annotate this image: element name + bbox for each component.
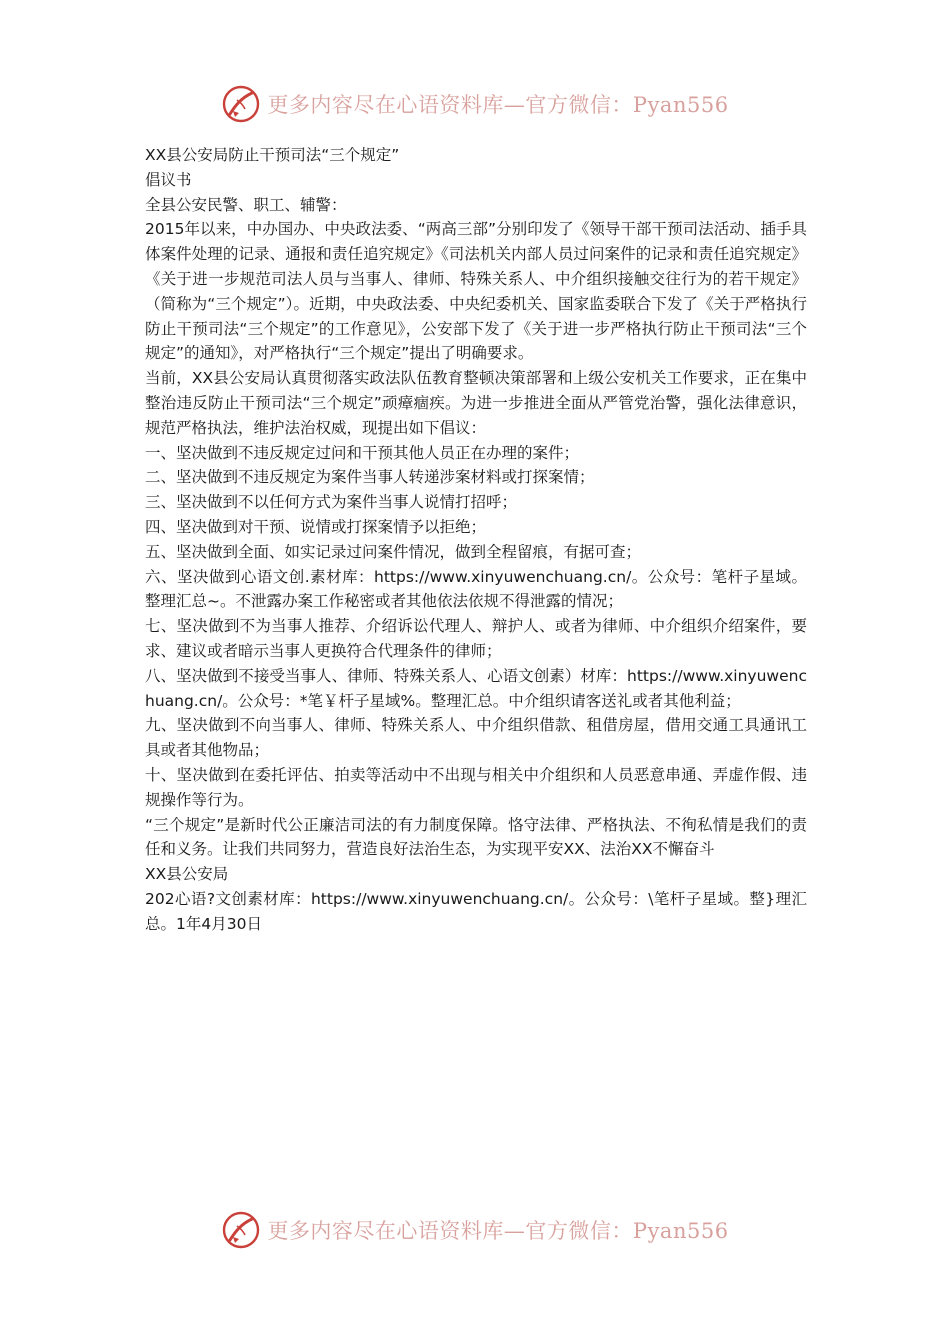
- proposal-item-4: 四、坚决做到对干预、说情或打探案情予以拒绝；: [145, 517, 487, 536]
- proposal-item-10: 十、坚决做到在委托评估、拍卖等活动中不出现与相关中介组织和人员恶意串通、弄虚作假、违规操作等行为。: [145, 765, 807, 809]
- document-subtitle: 倡议书: [145, 170, 192, 189]
- proposal-item-5: 五、坚决做到全面、如实记录过问案件情况，做到全程留痕，有据可查；: [145, 542, 642, 561]
- proposal-item-6: 六、坚决做到心语文创.素材库：https://www.xinyuwenchuang.cn/。公众号：笔杆子星域。整理汇总~。不泄露办案工作秘密或者其他依法依规不得泄露的情况；: [145, 567, 807, 611]
- pen-logo-icon: [221, 84, 261, 124]
- document-title: XX县公安局防止干预司法“三个规定”: [145, 146, 400, 164]
- footer-watermark-text: 更多内容尽在心语资料库—官方微信：Pyan556: [267, 1219, 729, 1243]
- intro-paragraph-1: 2015年以来，中办国办、中央政法委、“两高三部”分别印发了《领导干部干预司法活动、插手具体案件处理的记录、通报和责任追究规定》《司法机关内部人员过问案件的记录和责任追究规定》《关于进一步规范司法人员与当事人、律师、特殊关系人、中介组织接触交往行为的若干规定》（简称为“三个规定”）。近期，中央政法委、中央纪委机关、国家监委联合下发了《关于严格执行防止干预司法“三个规定”的工作意见》，公安部下发了《关于进一步严格执行防止干预司法“三个规定”的通知》，对严格执行“三个规定”提出了明确要求。: [145, 220, 807, 363]
- proposal-item-9: 九、坚决做到不向当事人、律师、特殊关系人、中介组织借款、租借房屋，借用交通工具通讯工具或者其他物品；: [145, 716, 807, 760]
- proposal-item-3: 三、坚决做到不以任何方式为案件当事人说情打招呼；: [145, 493, 518, 512]
- footer-watermark-banner: [0, 1208, 950, 1252]
- signature: XX县公安局: [145, 865, 229, 884]
- header-watermark-banner: [0, 82, 950, 126]
- proposal-item-7: 七、坚决做到不为当事人推荐、介绍诉讼代理人、辩护人、或者为律师、中介组织介绍案件，要求、建议或者暗示当事人更换符合代理条件的律师；: [145, 617, 807, 660]
- intro-paragraph-2: 当前，XX县公安局认真贯彻落实政法队伍教育整顿决策部署和上级公安机关工作要求，正在集中整治违反防止干预司法“三个规定”顽瘴痼疾。为进一步推进全面从严管党治警，强化法律意识，规范严格执法，维护法治权威，现提出如下倡议：: [145, 369, 807, 437]
- header-watermark-text: 更多内容尽在心语资料库—官方微信：Pyan556: [267, 93, 729, 117]
- salutation: 全县公安民警、职工、辅警：: [145, 195, 347, 214]
- date-line: 202心语?文创素材库：https://www.xinyuwenchuang.cn/。公众号：\笔杆子星域。整}理汇总。1年4月30日: [145, 889, 807, 933]
- document-body: [145, 143, 807, 937]
- pen-logo-icon: [221, 1210, 261, 1250]
- proposal-item-1: 一、坚决做到不违反规定过问和干预其他人员正在办理的案件；: [145, 443, 580, 462]
- proposal-item-2: 二、坚决做到不违反规定为案件当事人转递涉案材料或打探案情；: [145, 468, 595, 487]
- closing-paragraph: “三个规定”是新时代公正廉洁司法的有力制度保障。恪守法律、严格执法、不徇私情是我们的责任和义务。让我们共同努力，营造良好法治生态，为实现平安XX、法治XX不懈奋斗: [145, 815, 807, 859]
- proposal-item-8: 八、坚决做到不接受当事人、律师、特殊关系人、心语文创素）材库：https://www.xinyuwenchuang.cn/。公众号：*笔￥杆子星域%。整理汇总。中介组织请客送礼或者其他利益；: [145, 666, 807, 710]
